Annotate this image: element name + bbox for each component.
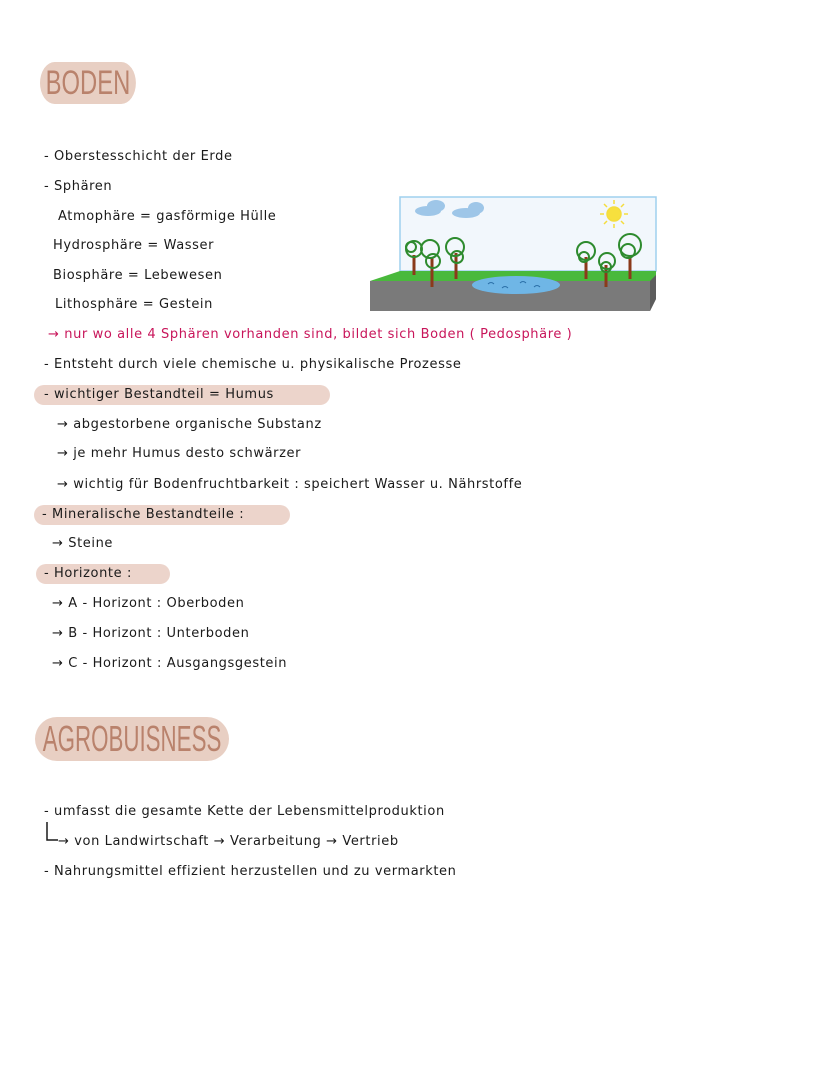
boden-line-10: → abgestorbene organische Substanz xyxy=(57,417,322,432)
agro-line-2: → von Landwirtschaft → Verarbeitung → Vertrieb xyxy=(58,834,399,849)
boden-line-7: → nur wo alle 4 Sphären vorhanden sind, bildet sich Boden ( Pedosphäre ) xyxy=(48,327,573,342)
boden-line-15: - Horizonte : xyxy=(44,566,132,581)
agro-line-1: - umfasst die gesamte Kette der Lebensmittelproduktion xyxy=(44,804,445,819)
boden-line-16: → A - Horizont : Oberboden xyxy=(52,596,245,611)
heading-boden-text: BODEN xyxy=(45,63,131,102)
landscape-illustration xyxy=(370,195,660,315)
corner-arrow-icon xyxy=(44,820,60,844)
boden-line-13: - Mineralische Bestandteile : xyxy=(42,507,245,522)
boden-line-3: Atmophäre = gasförmige Hülle xyxy=(58,209,277,224)
boden-line-18: → C - Horizont : Ausgangsgestein xyxy=(52,656,288,671)
boden-line-8: - Entsteht durch viele chemische u. physikalische Prozesse xyxy=(44,357,462,372)
boden-line-9: - wichtiger Bestandteil = Humus xyxy=(44,387,274,402)
boden-line-17: → B - Horizont : Unterboden xyxy=(52,626,250,641)
heading-boden xyxy=(40,62,136,104)
boden-line-5: Biosphäre = Lebewesen xyxy=(53,268,223,283)
boden-line-1: - Oberstesschicht der Erde xyxy=(44,149,233,164)
heading-agrobuisness xyxy=(35,717,229,761)
boden-line-14: → Steine xyxy=(52,536,114,551)
boden-line-2: - Sphären xyxy=(44,179,113,194)
boden-line-4: Hydrosphäre = Wasser xyxy=(53,238,215,253)
boden-line-11: → je mehr Humus desto schwärzer xyxy=(57,446,302,461)
heading-agrobuisness-text: AGROBUISNESS xyxy=(42,718,222,759)
boden-line-12: → wichtig für Bodenfruchtbarkeit : speichert Wasser u. Nährstoffe xyxy=(57,477,523,492)
lake xyxy=(472,276,560,294)
boden-line-6: Lithosphäre = Gestein xyxy=(55,297,213,312)
agro-line-3: - Nahrungsmittel effizient herzustellen und zu vermarkten xyxy=(44,864,457,879)
